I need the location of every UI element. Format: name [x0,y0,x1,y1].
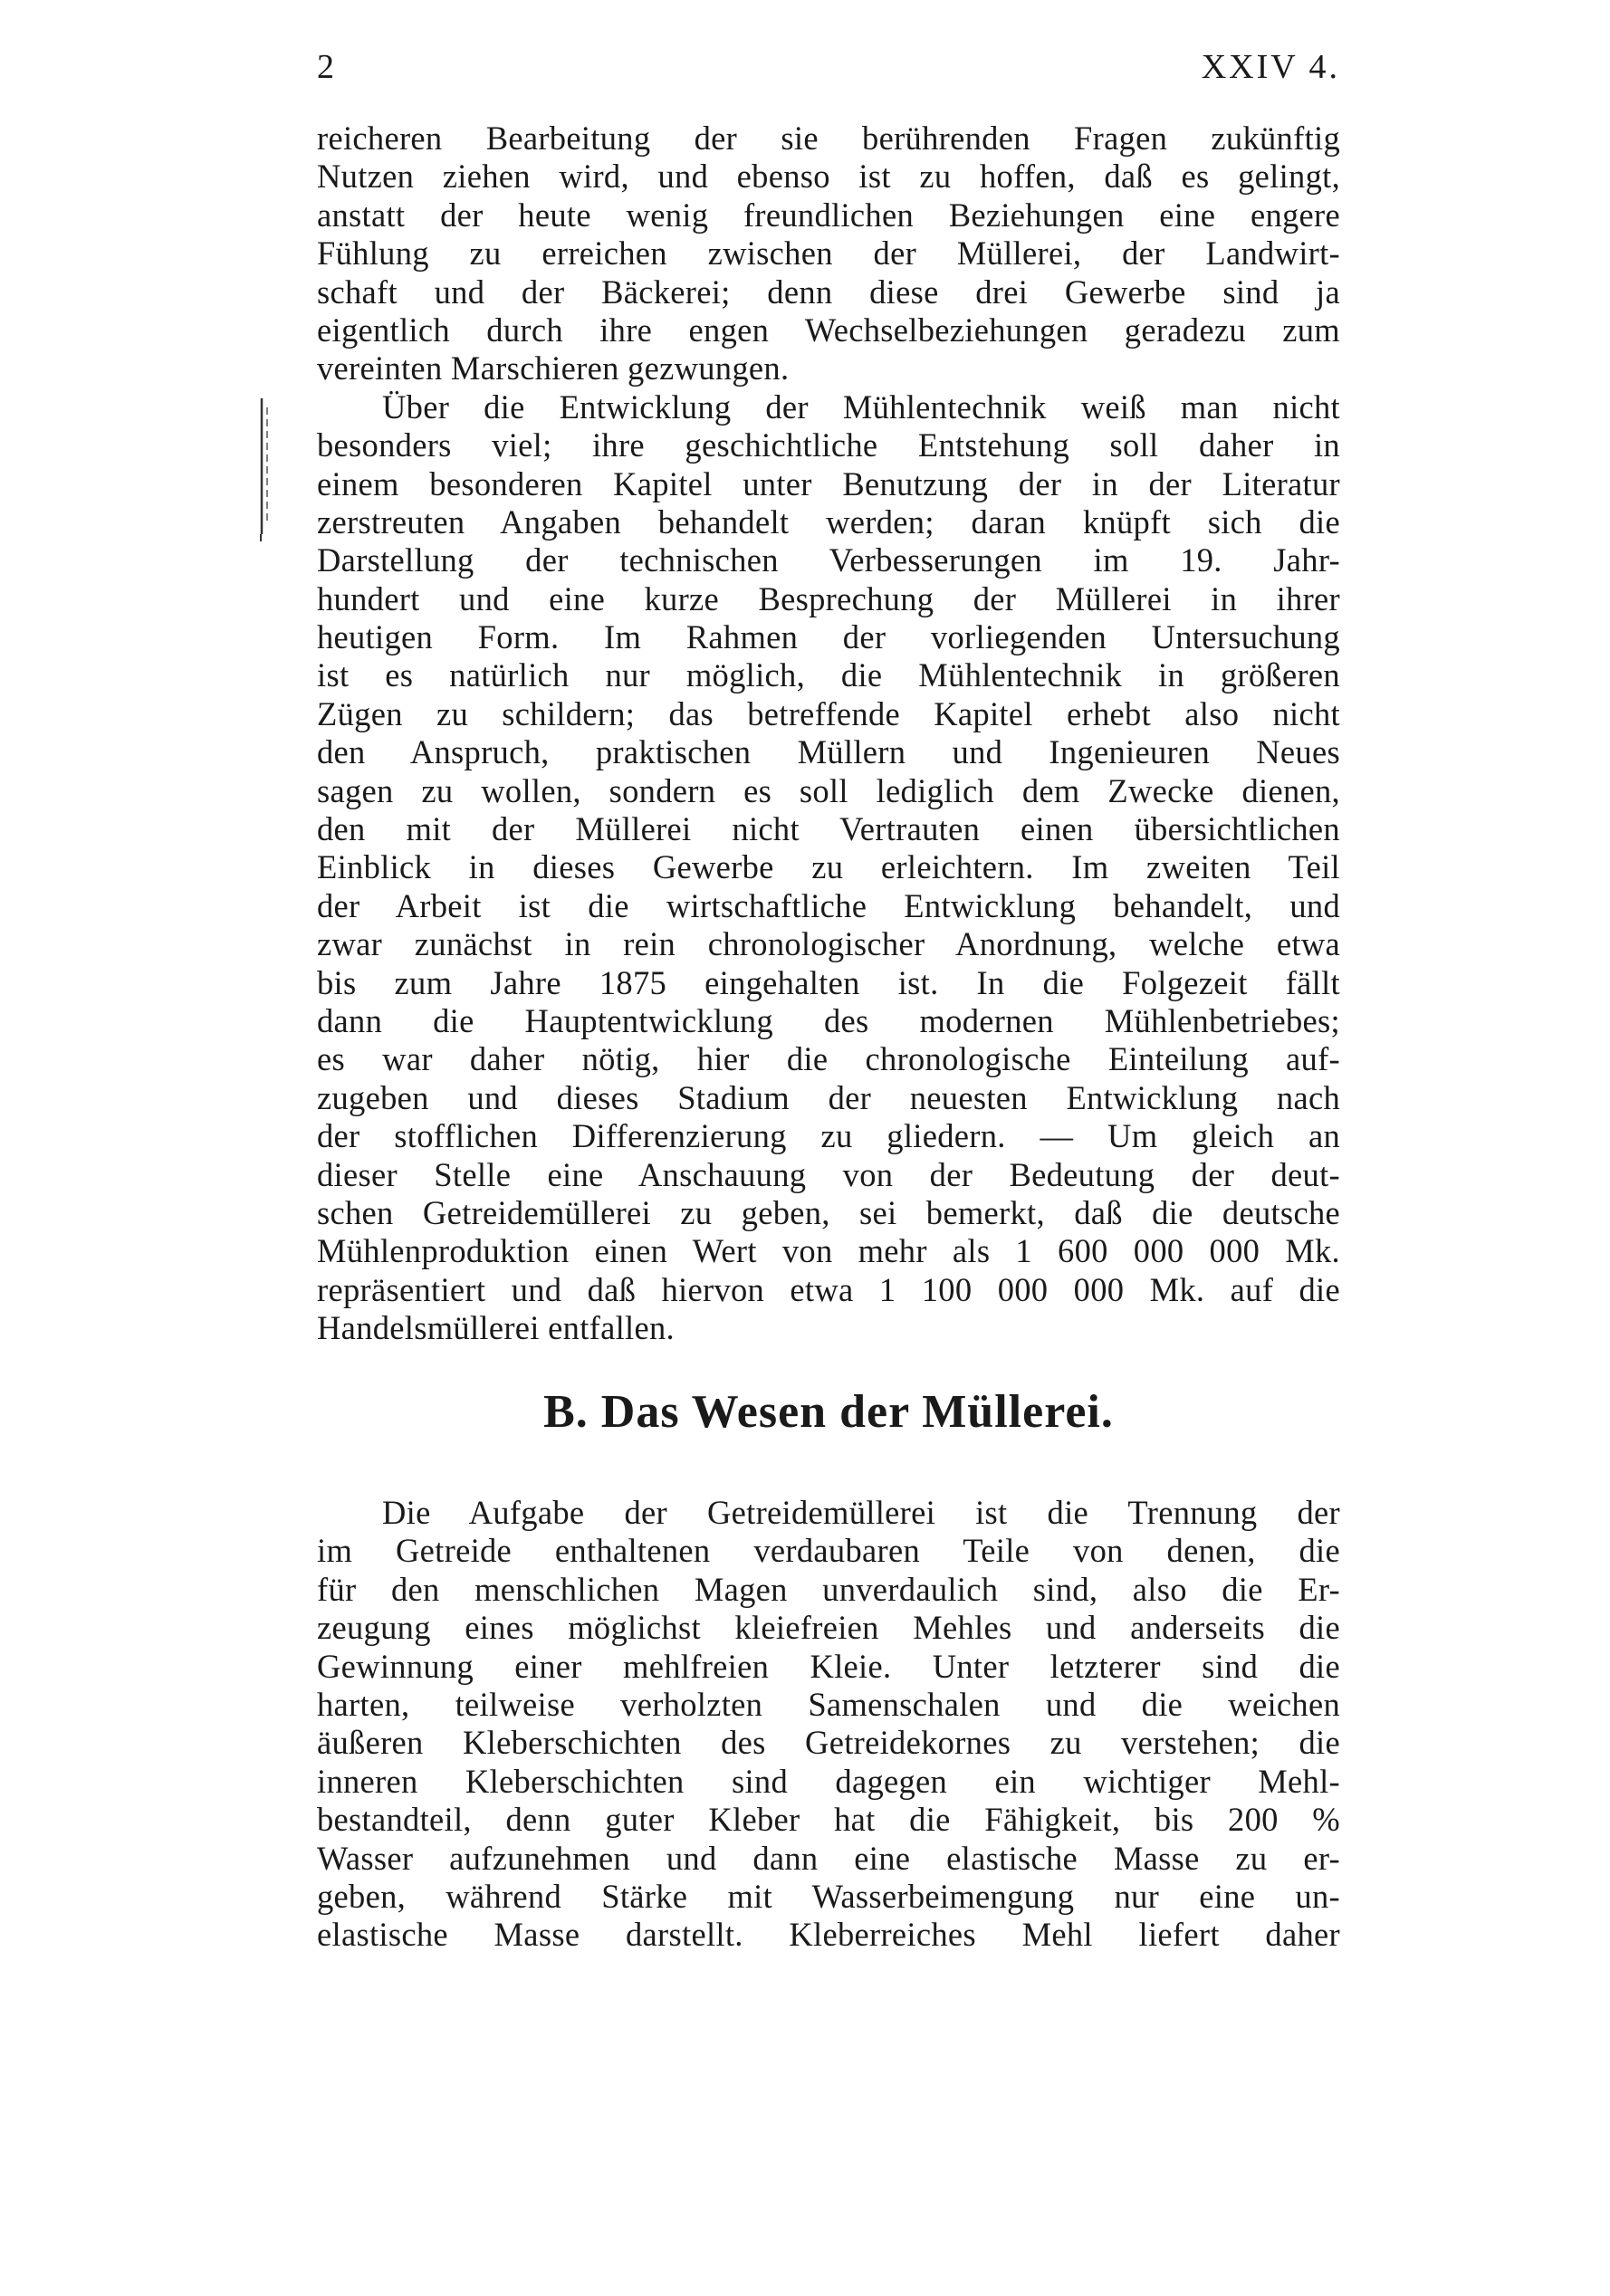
text-line: zwar zunächst in rein chronologischer Anordnung, welche etwa [317,925,1340,963]
text-line: zugeben und dieses Stadium der neuesten Entwicklung nach [317,1078,1340,1116]
text-line: dieser Stelle eine Anschauung von der Bedeutung der deut- [317,1155,1340,1193]
text-line: reicheren Bearbeitung der sie berührenden Fragen zukünftig [317,120,1340,157]
text-line: anstatt der heute wenig freundlichen Beziehungen eine engere [317,196,1340,234]
text-line: zerstreuten Angaben behandelt werden; daran knüpft sich die [317,502,1340,541]
text-line: Darstellung der technischen Verbesserungen im 19. Jahr- [317,541,1340,579]
paragraph-block-section-b [317,1494,1340,1955]
text-line: den Anspruch, praktischen Müllern und Ingenieuren Neues [317,733,1340,771]
text-line: repräsentiert und daß hiervon etwa 1 100 000 000 Mk. auf die [317,1270,1340,1308]
text-line: hundert und eine kurze Besprechung der Müllerei in ihrer [317,579,1340,617]
text-line: besonders viel; ihre geschichtliche Entstehung soll daher in [317,426,1340,464]
paragraph-block-intro [317,120,1340,1348]
text-line: Gewinnung einer mehlfreien Kleie. Unter letzterer sind die [317,1647,1340,1685]
text-line: heutigen Form. Im Rahmen der vorliegenden Untersuchung [317,618,1340,656]
text-line: vereinten Marschieren gezwungen. [317,349,790,387]
text-line: ist es natürlich nur möglich, die Mühlentechnik in größeren [317,656,1340,694]
text-line: der stofflichen Differenzierung zu gliedern. — Um gleich an [317,1117,1340,1155]
text-line: Zügen zu schildern; das betreffende Kapitel erhebt also nicht [317,694,1340,732]
text-line: der Arbeit ist die wirtschaftliche Entwicklung behandelt, und [317,886,1340,924]
text-line: äußeren Kleberschichten des Getreidekornes zu verstehen; die [317,1724,1340,1762]
text-line: Die Aufgabe der Getreidemüllerei ist die Trennung der [382,1494,1340,1531]
page-number: 2 [317,48,335,86]
text-line: inneren Kleberschichten sind dagegen ein wichtiger Mehl- [317,1762,1340,1800]
margin-mark [256,398,276,543]
text-line: schen Getreidemüllerei zu geben, sei bemerkt, daß die deutsche [317,1193,1340,1231]
text-line: Fühlung zu erreichen zwischen der Müllerei, der Landwirt- [317,234,1340,273]
text-line: für den menschlichen Magen unverdaulich sind, also die Er- [317,1570,1340,1608]
running-head: XXIV 4. [1201,48,1340,86]
text-line: sagen zu wollen, sondern es soll lediglich dem Zwecke dienen, [317,771,1340,809]
text-line: Wasser aufzunehmen und dann eine elastische Masse zu er- [317,1839,1340,1877]
text-line: dann die Hauptentwicklung des modernen Mühlenbetriebes; [317,1001,1340,1039]
text-line: elastische Masse darstellt. Kleberreiches Mehl liefert daher [317,1916,1340,1954]
text-line: den mit der Müllerei nicht Vertrauten einen übersichtlichen [317,810,1340,848]
text-line: es war daher nötig, hier die chronologische Einteilung auf- [317,1040,1340,1078]
text-line: bis zum Jahre 1875 eingehalten ist. In die Folgezeit fällt [317,963,1340,1001]
text-line: Einblick in dieses Gewerbe zu erleichtern. Im zweiten Teil [317,848,1340,886]
text-line: Mühlenproduktion einen Wert von mehr als 1 600 000 000 Mk. [317,1232,1340,1270]
text-line: schaft und der Bäckerei; denn diese drei Gewerbe sind ja [317,273,1340,311]
text-line: eigentlich durch ihre engen Wechselbeziehungen geradezu zum [317,311,1340,349]
text-line: bestandteil, denn guter Kleber hat die Fähigkeit, bis 200 % [317,1801,1340,1839]
section-heading: B. Das Wesen der Müllerei. [543,1386,1114,1438]
text-line: Nutzen ziehen wird, und ebenso ist zu hoffen, daß es gelingt, [317,158,1340,196]
text-line: einem besonderen Kapitel unter Benutzung der in der Literatur [317,464,1340,502]
text-line: harten, teilweise verholzten Samenschalen und die weichen [317,1685,1340,1723]
text-line: im Getreide enthaltenen verdaubaren Teile von denen, die [317,1532,1340,1570]
text-line: zeugung eines möglichst kleiefreien Mehles und anderseits die [317,1609,1340,1647]
text-line: Über die Entwicklung der Mühlentechnik weiß man nicht [382,387,1340,426]
text-line: Handelsmüllerei entfallen. [317,1309,675,1347]
text-line: geben, während Stärke mit Wasserbeimengung nur eine un- [317,1877,1340,1915]
